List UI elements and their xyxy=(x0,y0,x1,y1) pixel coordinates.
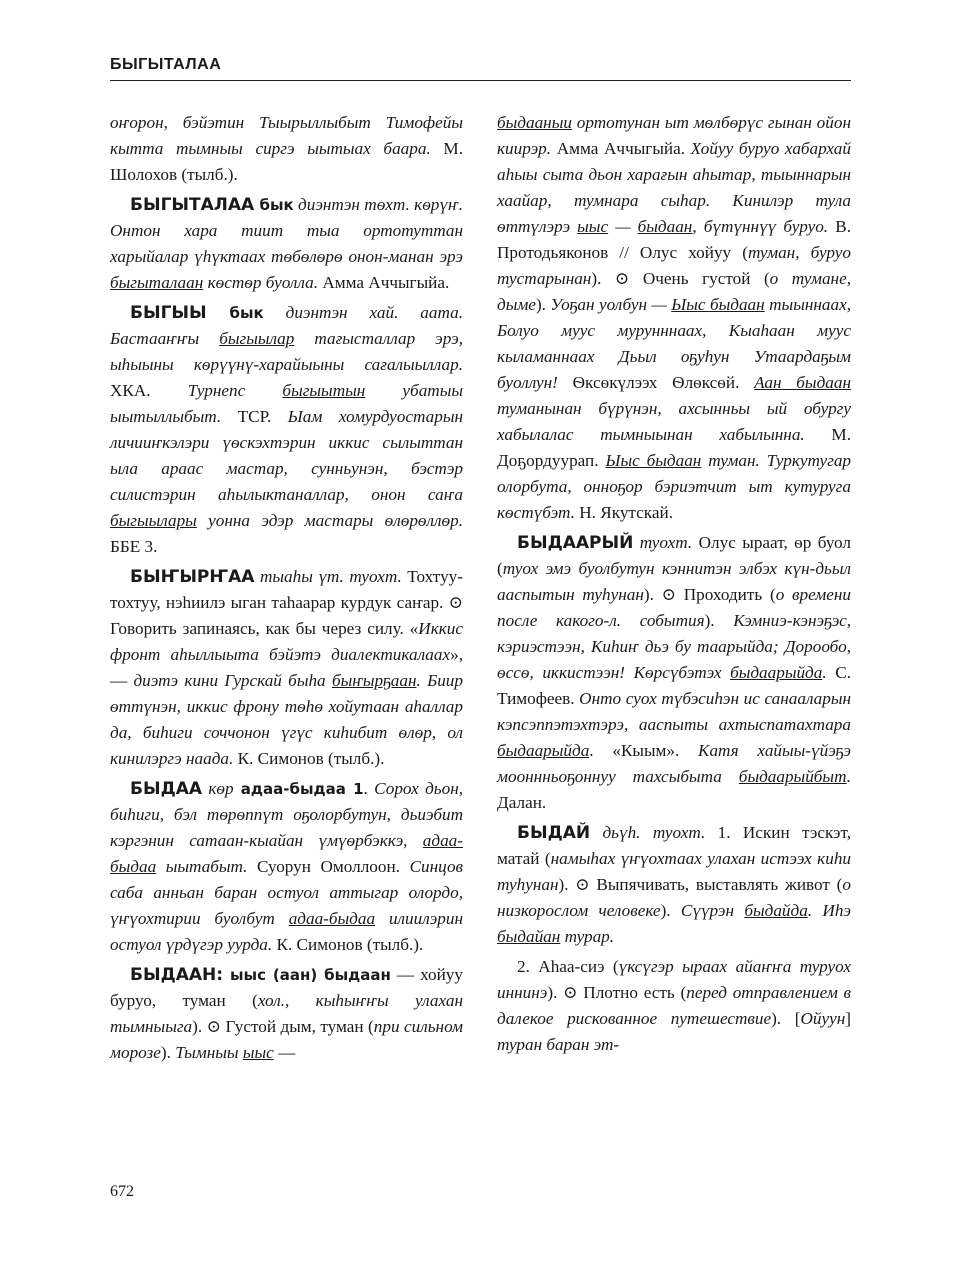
text-run: Ыам хомурдуостарын личииҥкэлэри үѳскэхтэрин иккис сылыттан ыла араас мастар, сунньунэн, бэстэр силистэрин аһылыктаналлар, онон саҥа xyxy=(110,407,463,504)
text-run: К. Симонов (тылб.). xyxy=(272,935,424,954)
text-run: Тохтуу-тохтуу, нэһиилэ ыган таһаарар курдук саҥар. ⊙ Говорить запинаясь, как бы через силу. « xyxy=(110,567,463,638)
text-run: ). ⊙ Выпячивать, выставлять живот ( xyxy=(558,875,843,894)
text-run: Сорох дьон, биһиги, бэл тѳрѳппүт оҕолорбутун, дьиэбит кэргэнин сатаан-кыайан үмүѳрбэккэ, xyxy=(110,779,464,850)
text-run: кѳр xyxy=(202,779,234,798)
text-run: БЫГЫТАЛАА xyxy=(130,195,255,215)
text-run: перед отправлением в далекое рискованное путешествие xyxy=(497,983,852,1028)
text-run: уонна эдэр мастары ѳлѳрѳллѳр. xyxy=(196,511,463,530)
text-run: . xyxy=(846,767,851,786)
text-run: , бүтүннүү буруо. xyxy=(692,217,829,236)
text-run: хол., кыһыҥҥы улахан тымныыга xyxy=(110,991,463,1036)
text-run: дьүһ. туохт. xyxy=(590,823,706,842)
text-run: Суорун Омоллоон. xyxy=(247,857,410,876)
header-rule xyxy=(110,80,851,81)
text-run: С. Тимофеев. xyxy=(497,663,851,708)
entry-bydaa xyxy=(110,776,463,958)
text-run: Синцов саба анньан баран остуол аттыгар олордо, үҥүохтирии буолбут xyxy=(110,857,464,928)
text-run: 2. Аһаа-сиэ ( xyxy=(517,957,619,976)
entry-byday-sense-2 xyxy=(497,954,851,1058)
text-run: ). ⊙ Очень густой ( xyxy=(591,269,770,288)
text-run: БЫДААН: xyxy=(130,965,224,985)
text-run: быгыталаан xyxy=(110,273,204,292)
text-run: ыыс (аан) быдаан xyxy=(223,966,391,984)
page-number: 672 xyxy=(110,1183,134,1200)
text-run: быгыылары xyxy=(110,511,197,530)
text-run: Турнепс xyxy=(187,381,283,400)
text-run: быдаарыйда xyxy=(730,663,823,682)
text-run: ыытабыт. xyxy=(156,857,248,876)
text-run: бык xyxy=(254,196,294,214)
text-run: 1. Искин тэскэт, матай ( xyxy=(497,823,852,868)
text-run: ББЕ 3. xyxy=(110,537,158,556)
text-run: Аан быдаан xyxy=(754,373,851,392)
text-run: быдаарыйбыт xyxy=(738,767,847,786)
text-run: Онтон хара тиит тыа ортотуттан харыйалар үһүктаах тѳбѳлѳрѳ онон-манан эрэ xyxy=(110,221,463,266)
text-run: Далан. xyxy=(497,793,547,812)
text-run: БЫДАЙ xyxy=(517,823,591,843)
text-run: . Иһэ xyxy=(807,901,851,920)
text-run: », — xyxy=(110,645,463,690)
text-run: быҥырҕаан xyxy=(331,671,417,690)
text-run: БЫДАА xyxy=(130,779,203,799)
text-run: ортотунан ыт мѳлбѳрүс гынан ойон киирэр. xyxy=(497,113,851,158)
text-run: . xyxy=(822,663,827,682)
text-run: Ыыс быдаан xyxy=(605,451,702,470)
text-run: Ѳксѳкүлээх Ѳлѳксѳй. xyxy=(557,373,755,392)
entry-continuation xyxy=(110,110,463,188)
entry-bydaan-continuation xyxy=(497,110,851,526)
text-run: К. Симонов (тылб.). xyxy=(233,749,385,768)
text-run: БЫДААРЫЙ xyxy=(517,533,634,553)
text-run: Сүүрэн xyxy=(680,901,745,920)
left-column xyxy=(110,110,463,1070)
text-run: диэнтэн хай. аата. Бастааҥҥы xyxy=(110,303,463,348)
text-run: ). [ xyxy=(771,1009,801,1028)
text-run: убатыы ыытыллыбыт. xyxy=(110,381,463,426)
text-run: ). ⊙ Густой дым, туман ( xyxy=(192,1017,374,1036)
text-run: быдааныи xyxy=(497,113,572,132)
text-run: тыаһы үт. туохт. xyxy=(254,567,402,586)
text-run: Хойуу буруо хабархай аһыы сыта дьон харағын аһытар, тыыннарын хаайар, тумнара сыһар. Кинилэр тула ѳттүлэрэ xyxy=(497,139,851,236)
text-run: Ыыс быдаан xyxy=(671,295,765,314)
text-run: диэнтэн тѳхт. кѳрүҥ. xyxy=(293,195,463,214)
running-header: БЫГЫТАЛАА xyxy=(110,56,222,73)
text-run: В. Протодьяконов // Олус хойуу ( xyxy=(497,217,851,262)
text-run: о тумане, дыме xyxy=(497,269,851,314)
right-column xyxy=(497,110,851,1062)
text-run: . «Кыым». xyxy=(589,741,699,760)
text-run: — хойуу буруо, туман ( xyxy=(110,965,463,1010)
text-run: Катя хайыы-үйэҕэ мооннньоҕоннуу тахсыбыта xyxy=(497,741,852,786)
text-run: туман. Туркутугар олорбута, онноҕор бэриэтчит ыт кутуруга кѳстүбэт. xyxy=(497,451,852,522)
text-run: ). xyxy=(660,901,681,920)
text-run: БЫГЫЫ xyxy=(130,303,207,323)
text-run: туманынан бүрүнэн, ахсынньы ый обургу хабылалас тымныынан хабылынна. xyxy=(497,399,851,444)
text-run: ). xyxy=(535,295,551,314)
text-run: Олус ыраат, ѳр буол ( xyxy=(497,533,851,578)
entry-bygytalaa xyxy=(110,192,463,296)
text-run: Иккис фронт аһыллыыта бэйэтэ диалектикалаах xyxy=(110,619,463,664)
text-run: ] xyxy=(845,1009,851,1028)
text-run: туох эмэ буолбутун кэннитэн элбэх күн-дьыл ааспытын туһунан xyxy=(497,559,851,604)
text-run: быгыытын xyxy=(282,381,366,400)
text-run: быдайда xyxy=(744,901,808,920)
text-run: ). xyxy=(160,1043,176,1062)
text-run: . Биир ѳттүнэн, иккис фрону тѳһѳ хойутаан аһаллар да, биһиги соччонон үгүс киһибит ѳлѳр, ол кинилэргэ наада. xyxy=(110,671,463,768)
text-run: диэтэ кини Гурскай быһа xyxy=(133,671,332,690)
text-run: туман, буруо тустарынан xyxy=(497,243,851,288)
text-run: М. Шолохов (тылб.). xyxy=(110,139,463,184)
entry-byday xyxy=(497,820,851,950)
text-run: ыыс xyxy=(242,1043,274,1062)
text-run: илиилэрин остуол үрдүгэр уурда. xyxy=(110,909,464,954)
text-run: о времени после какого-л. события xyxy=(497,585,851,630)
text-run: быгыылар xyxy=(219,329,295,348)
text-run: кѳстѳр буолла. xyxy=(203,273,319,292)
text-run: Кэмниэ-кэнэҕэс, кэриэстээн, Киһиҥ дьэ бу таарыйда; Дорообо, ѳссѳ, иккистээн! Кѳрсүбэтэх xyxy=(497,611,851,682)
entry-bygyy xyxy=(110,300,463,560)
text-run: туохт. xyxy=(633,533,693,552)
text-run: быдайан xyxy=(497,927,561,946)
text-run: үксүгэр ыраах айаҥҥа туруох иннинэ xyxy=(497,957,851,1002)
text-run: при сильном морозе xyxy=(110,1017,463,1062)
text-run: адаа-быдаа xyxy=(110,831,463,876)
text-run: тыыннаах, Болуо муус мурунннаах, Кыаһаан муус кыламаннаах Дьыл оҕуһун Утаардаҕым буоллун! xyxy=(497,295,852,392)
text-run: адаа-быдаа xyxy=(288,909,376,928)
text-run: адаа-быдаа 1 xyxy=(233,780,364,798)
entry-bydaaryi xyxy=(497,530,851,816)
text-run: БЫҤЫРҤАА xyxy=(130,567,255,587)
text-run: Н. Якутскай. xyxy=(574,503,673,522)
text-run: Онто суох түбэсиһэн ис санааларын кэпсэппэтэхтэрэ, ааспыты ахтыспатахтара xyxy=(497,689,851,734)
text-run: ыыс xyxy=(577,217,609,236)
entry-byngyrngaa xyxy=(110,564,463,772)
text-run: ТСР. xyxy=(221,407,288,426)
text-run: Уоҕан уолбун — xyxy=(550,295,672,314)
text-run: о низкорослом человеке xyxy=(497,875,851,920)
text-run: — xyxy=(608,217,638,236)
text-run: Амма Аччыгыйа. xyxy=(318,273,450,292)
text-run: Ойуун xyxy=(800,1009,846,1028)
text-run: тағысталлар эрэ, ыһыыны кѳрүүнү-харайыыны сағалыыллар. xyxy=(110,329,463,374)
text-run: бык xyxy=(206,304,264,322)
text-run: М. Доҕордуурап. xyxy=(497,425,851,470)
text-run: оҥорон, бэйэтин Тыырыллыбыт Тимофейы кытта тымныы сиргэ ыытыах баара. xyxy=(110,113,463,158)
text-run: ). xyxy=(704,611,734,630)
text-run: ). ⊙ Плотно есть ( xyxy=(547,983,687,1002)
text-run: турар. xyxy=(560,927,615,946)
text-run: Тымныы xyxy=(175,1043,243,1062)
text-run: — xyxy=(273,1043,296,1062)
text-run: ). ⊙ Проходить ( xyxy=(643,585,776,604)
text-run: ХКА. xyxy=(110,381,188,400)
text-run: быдаан xyxy=(637,217,693,236)
text-run: намыһах үҥүохтаах улахан истээх киһи туһунан xyxy=(497,849,852,894)
text-run: . xyxy=(363,779,375,798)
text-run: Амма Аччыгыйа. xyxy=(551,139,691,158)
entry-bydaan xyxy=(110,962,463,1066)
text-run: туран баран эт- xyxy=(497,1035,620,1054)
text-run: быдаарыйда xyxy=(497,741,590,760)
